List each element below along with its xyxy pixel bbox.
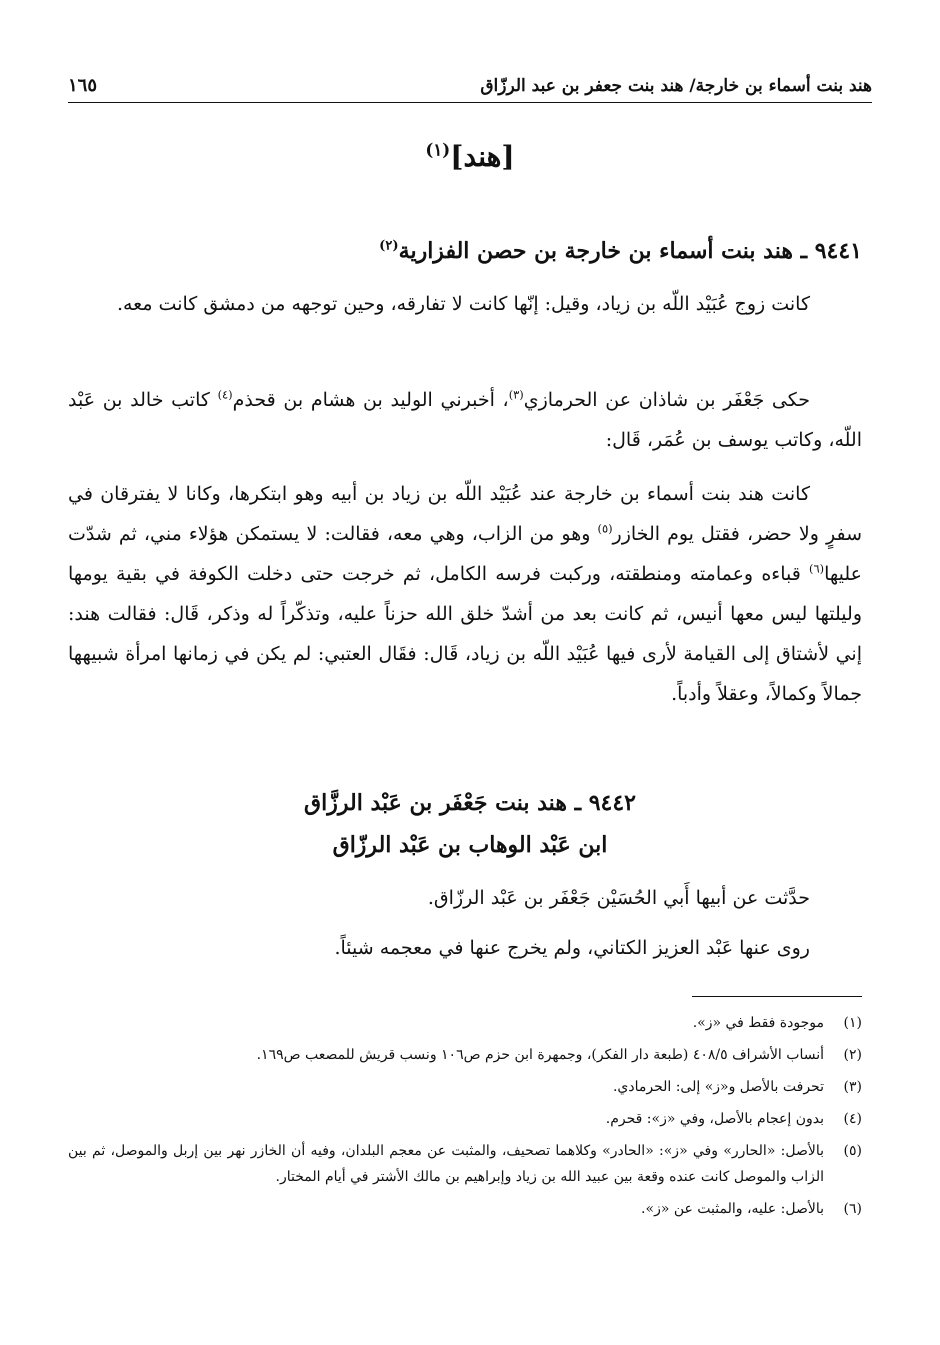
footnote-number: (٥) <box>843 1143 862 1159</box>
footnote-number: (٦) <box>843 1201 862 1217</box>
footnote-ref: (٣) <box>508 387 524 402</box>
paragraph-text: حكى جَعْفَر بن شاذان عن الحرمازي <box>523 389 810 411</box>
footnote-ref: (١) <box>425 139 451 160</box>
paragraph-text: كانت هند بنت أسماء بن خارجة عند عُبَيْد اللّه بن زياد بن أبيه وهو ابتكرها، وكانا لا يفترقان في سفرٍ ولا حضر، فقتل يوم الخازر <box>68 483 862 545</box>
section-title <box>0 140 940 173</box>
entry-heading-text: ٩٤٤١ ـ هند بنت أسماء بن خارجة بن حصن الفزارية <box>398 238 862 264</box>
footnote-number: (٢) <box>843 1047 862 1063</box>
paragraph-text: حدَّثت عن أبيها أَبي الحُسَيْن جَعْفَر بن عَبْد الرزّاق. <box>427 887 810 909</box>
footnote-ref: (٤) <box>217 387 233 402</box>
footnote-text: بالأصل: «الحارر» وفي «ز»: «الحادر» وكلاهما تصحيف، والمثبت عن معجم البلدان، وفيه أن الخازر نهر بين إربل والموصل، ثم بين الزاب والموصل كانت عنده وقعة بين عبيد الله بن زياد وإبراهيم بن مالك الأشتر في أيام المختار. <box>68 1143 824 1185</box>
footnote <box>68 1074 862 1100</box>
paragraph-text: روى عنها عَبْد العزيز الكتاني، ولم يخرج عنها في معجمه شيئاً. <box>334 937 810 959</box>
entry-heading <box>80 238 862 264</box>
page-number: ١٦٥ <box>68 75 98 96</box>
paragraph <box>68 928 862 968</box>
paragraph-text: ، أخبرني الوليد بن هشام بن قحذم <box>232 389 509 411</box>
paragraph <box>68 284 862 324</box>
footnote-text: بدون إعجام بالأصل، وفي «ز»: قحرم. <box>605 1111 824 1127</box>
footnote-number: (١) <box>843 1015 862 1031</box>
footnote-text: أنساب الأشراف ٤٠٨/٥ (طبعة دار الفكر)، وجمهرة ابن حزم ص١٠٦ ونسب قريش للمصعب ص١٦٩. <box>256 1047 824 1063</box>
footnotes <box>68 1010 862 1228</box>
footnote-ref: (٦) <box>809 561 825 576</box>
paragraph <box>68 380 862 460</box>
entry-heading: ٩٤٤٢ ـ هند بنت جَعْفَر بن عَبْد الرزَّاق <box>304 790 636 816</box>
footnote-ref: (٢) <box>379 238 399 254</box>
footnote <box>68 1042 862 1068</box>
footnote-text: موجودة فقط في «ز». <box>692 1015 824 1031</box>
paragraph-text: كاتب خالد بن عَبْد اللّه، وكاتب يوسف بن عُمَر، قَال: <box>68 389 862 451</box>
paragraph <box>68 474 862 714</box>
section-title-text: [هند] <box>450 140 515 173</box>
running-header <box>68 62 872 103</box>
running-title: هند بنت أسماء بن خارجة/ هند بنت جعفر بن عبد الرزّاق <box>480 76 872 96</box>
footnote-text: بالأصل: عليه، والمثبت عن «ز». <box>641 1201 824 1217</box>
footnote-ref: (٥) <box>597 521 613 536</box>
footnote <box>68 1010 862 1036</box>
footnote-number: (٣) <box>843 1079 862 1095</box>
entry-heading-continuation: ابن عَبْد الوهاب بن عَبْد الرزّاق <box>332 832 608 858</box>
paragraph-text: قباءه وعمامته ومنطقته، وركبت فرسه الكامل، ثم خرجت حتى دخلت الكوفة في بقية يومها وليلتها ليس معها أنيس، ثم كانت بعد من أشدّ خلق الله حزناً عليه، وتذكّراً له وذكر، قَال: فقالت هند: إني لأشتاق إلى القيامة لأرى فيها عُبَيْد اللّه بن زياد، قَال: فقَال العتبي: لم يكن في زمانها امرأة شبيهها جمالاً وكمالاً، وعقلاً وأدباً. <box>68 563 862 705</box>
paragraph-text: وهو من الزاب، وهي معه، فقالت: لا يستمكن هؤلاء مني، ثم شدّت عليها <box>68 523 862 585</box>
footnote <box>68 1106 862 1132</box>
paragraph-text: كانت زوج عُبَيْد اللّه بن زياد، وقيل: إنّها كانت لا تفارقه، وحين توجهه من دمشق كانت معه. <box>116 293 810 315</box>
footnote <box>68 1196 862 1222</box>
paragraph <box>68 878 862 918</box>
footnote-separator <box>692 996 862 997</box>
footnote-number: (٤) <box>843 1111 862 1127</box>
footnote-text: تحرفت بالأصل و«ز» إلى: الحرمادي. <box>612 1079 824 1095</box>
footnote <box>68 1138 862 1190</box>
